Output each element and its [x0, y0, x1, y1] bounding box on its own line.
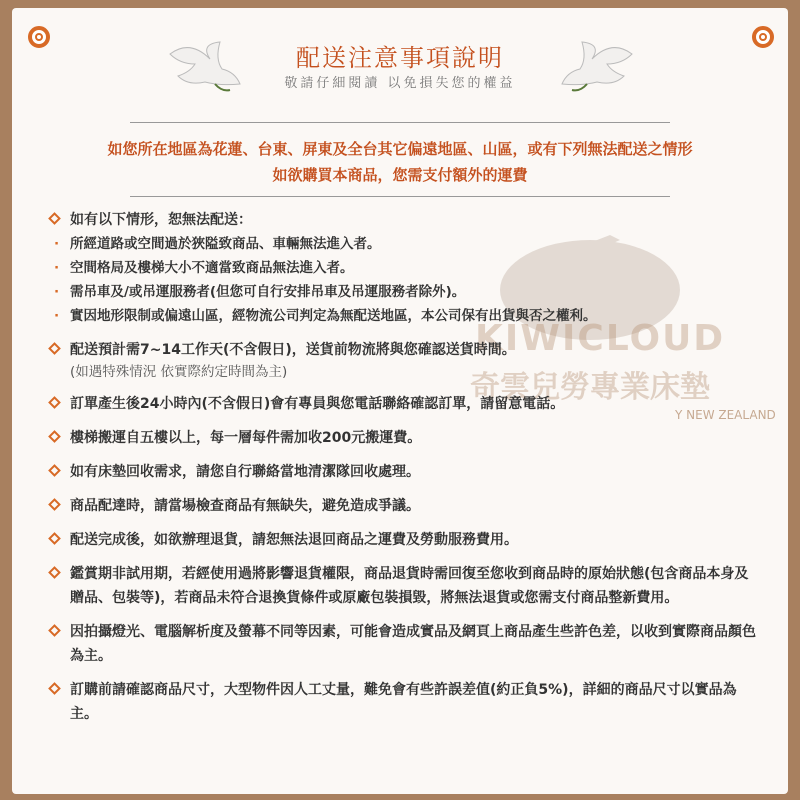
item-text: 配送預計需7~14工作天(不含假日)，送貨前物流將與您確認送貨時間。 — [70, 342, 516, 358]
diamond-bullet-icon — [48, 532, 61, 545]
page-subtitle: 敬請仔細閱讀 以免損失您的權益 — [284, 76, 516, 91]
notice-list — [50, 208, 760, 726]
watermark-tagline: Y NEW ZEALAND — [675, 408, 776, 422]
item-text: 如有床墊回收需求，請您自行聯絡當地清潔隊回收處理。 — [70, 464, 420, 480]
divider — [130, 122, 670, 123]
diamond-bullet-icon — [48, 682, 61, 695]
item-text: 訂購前請確認商品尺寸，大型物件因人工丈量，難免會有些許誤差值(約正負5%)，詳細的商品尺寸以實品為主。 — [70, 682, 737, 722]
diamond-bullet-icon — [48, 212, 61, 225]
diamond-bullet-icon — [48, 342, 61, 355]
sub-item — [50, 280, 760, 304]
sub-item-text: 需吊車及/或吊運服務者(但您可自行安排吊車及吊運服務者除外)。 — [70, 284, 466, 300]
list-item — [50, 338, 760, 362]
sub-item-text: 空間格局及樓梯大小不適當致商品無法進入者。 — [70, 260, 354, 276]
dot-bullet-icon: · — [54, 236, 60, 252]
list-item — [50, 426, 760, 450]
list-item — [50, 678, 760, 726]
item-note: (如遇特殊情況 依實際約定時間為主) — [70, 364, 288, 380]
list-item — [50, 460, 760, 484]
item-text: 因拍攝燈光、電腦解析度及螢幕不同等因素，可能會造成實品及網頁上商品產生些許色差，以收到實際商品顏色為主。 — [70, 624, 756, 664]
sub-item-text: 所經道路或空間過於狹隘致商品、車輛無法進入者。 — [70, 236, 381, 252]
sub-item-text: 實因地形限制或偏遠山區，經物流公司判定為無配送地區，本公司保有出貨與否之權利。 — [70, 308, 597, 324]
diamond-bullet-icon — [48, 498, 61, 511]
notice-line-2: 如欲購買本商品，您需支付額外的運費 — [272, 166, 528, 184]
watermark-brand: KIWICLOUD — [475, 318, 726, 359]
diamond-bullet-icon — [48, 396, 61, 409]
item-text: 鑑賞期非試用期，若經使用過將影響退貨權限，商品退貨時需回復至您收到商品時的原始狀態(包含商品本身及贈品、包裝等)，若商品未符合退換貨條件或原廠包裝損毀，將無法退貨或您需支付商品整新費用。 — [70, 566, 749, 606]
notice-line-1: 如您所在地區為花蓮、台東、屏東及全台其它偏遠地區、山區，或有下列無法配送之情形 — [107, 140, 693, 158]
item-text: 樓梯搬運自五樓以上，每一層每件需加收200元搬運費。 — [70, 430, 422, 446]
item-text: 訂單產生後24小時內(不含假日)會有專員與您電話聯絡確認訂單，請留意電話。 — [70, 396, 565, 412]
diamond-bullet-icon — [48, 430, 61, 443]
list-item — [50, 620, 760, 668]
divider — [130, 196, 670, 197]
dot-bullet-icon: · — [54, 308, 60, 324]
list-item — [50, 494, 760, 518]
diamond-bullet-icon — [48, 566, 61, 579]
sub-item — [50, 256, 760, 280]
list-item — [50, 562, 760, 610]
dot-bullet-icon: · — [54, 284, 60, 300]
page-title: 配送注意事項說明 — [296, 44, 504, 72]
diamond-bullet-icon — [48, 464, 61, 477]
item-text: 商品配達時，請當場檢查商品有無缺失，避免造成爭議。 — [70, 498, 420, 514]
list-item — [50, 392, 760, 416]
item-text: 配送完成後，如欲辦理退貨，請恕無法退回商品之運費及勞動服務費用。 — [70, 532, 518, 548]
sub-item — [50, 304, 760, 328]
dot-bullet-icon: · — [54, 260, 60, 276]
item-text: 如有以下情形，恕無法配送： — [70, 212, 252, 228]
list-item — [50, 208, 760, 232]
sub-item — [50, 232, 760, 256]
list-item — [50, 528, 760, 552]
diamond-bullet-icon — [48, 624, 61, 637]
watermark-name: 奇雲兒勞專業床墊 — [470, 370, 710, 405]
